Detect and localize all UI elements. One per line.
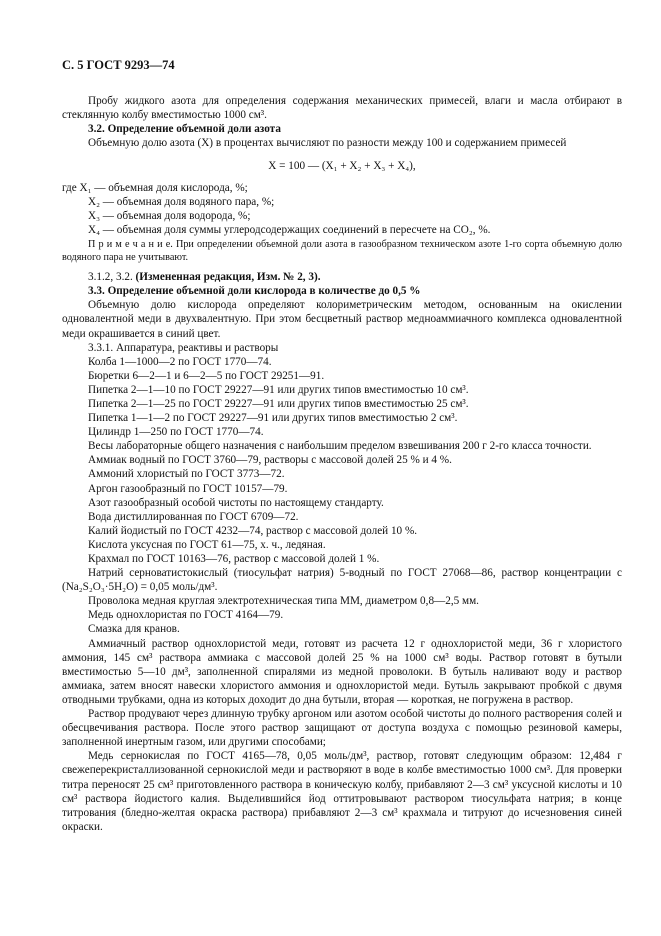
document-page [62,58,622,834]
revision-note [62,270,622,284]
revision-prefix: 3.1.2, 3.2. [88,271,133,284]
note: П р и м е ч а н и е. При определении объемной доли азота в газообразном техническом азоте 1-го сорта объемную долю водяного пара не учитывают. [62,238,622,263]
where-line-3: X₃ — объемная доля водорода, %; [88,209,251,222]
list-item: Аргон газообразный по ГОСТ 10157—79. [88,482,288,495]
list-item: Медь однохлористая по ГОСТ 4164—79. [88,609,284,622]
section-3-2-text: Объемную долю азота (X) в процентах вычисляют по разности между 100 и содержанием примесей [88,137,567,150]
list-item: Калий йодистый по ГОСТ 4232—74, раствор с массовой долей 10 %. [88,524,418,537]
section-3-2-title: 3.2. Определение объемной доли азота [88,123,281,136]
list-item: Пипетка 2—1—25 по ГОСТ 29227—91 или других типов вместимостью 25 см³. [88,397,469,410]
ammonia-solution-paragraph: Аммиачный раствор однохлористой меди, готовят из расчета 12 г однохлористой меди, 36 г хлористого аммония, 145 см³ раствора аммиака с массовой долей 25 % на 1000 см³ воды. Раствор готовят в бутыли вместимостью 5—10 дм³, заполненной спиралями из медной проволоки. В бутыль наливают воду и раствор аммиака, затем вносят навески хлористого аммония и однохлористой меди. Бутыль закрывают пробкой с двумя отводными трубками, одна из которых доходит до дна бутыли, вторая — короткая, не погружена в раствор. [62,637,622,706]
list-item: Аммоний хлористый по ГОСТ 3773—72. [88,468,285,481]
list-item: Крахмал по ГОСТ 10163—76, раствор с массовой долей 1 %. [88,553,380,565]
list-item: Кислота уксусная по ГОСТ 61—75, х. ч., ледяная. [88,538,326,551]
copper-sulfate-paragraph: Медь сернокислая по ГОСТ 4165—78, 0,05 моль/дм³, раствор, готовят следующим образом: 12,484 г свежеперекристаллизованной сернокислой меди и растворяют в воде в колбе вместимостью 1000 см³. Для проверки титра переносят 25 см³ приготовленного раствора в коническую колбу, прибавляют 2—3 см³ уксусной кислоты и 10 см³ раствора йодистого калия. Выделившийся йод оттитровывают раствором тиосульфата натрия; в конце титрования (бледно-желтая окраска раствора) прибавляют 2—3 см³ крахмала и титруют до исчезновения синей окраски. [62,750,622,833]
paragraph-sampling: Пробу жидкого азота для определения содержания механических примесей, влаги и масла отбирают в стеклянную колбу вместимостью 1000 см³. [62,95,622,122]
list-item: Азот газообразный особой чистоты по настоящему стандарту. [88,496,384,509]
list-item: Проволока медная круглая электротехническая типа ММ, диаметром 0,8—2,5 мм. [88,595,479,608]
section-3-3-1-title: 3.3.1. Аппаратура, реактивы и растворы [88,341,279,354]
where-line-2: X₂ — объемная доля водяного пара, %; [88,195,275,208]
sodium-thiosulfate-item: Натрий серноватистокислый (тиосульфат натрия) 5-водный по ГОСТ 27068—86, раствор концентрации c (Na₂S₂O₃·5H₂O) = 0,05 моль/дм³. [62,567,622,594]
list-item: Пипетка 2—1—10 по ГОСТ 29227—91 или других типов вместимостью 10 см³. [88,383,469,396]
section-3-3-title: 3.3. Определение объемной доли кислорода в количестве до 0,5 % [88,285,421,298]
list-item: Цилиндр 1—250 по ГОСТ 1770—74. [88,426,264,439]
scales-item: Весы лабораторные общего назначения с наибольшим пределом взвешивания 200 г 2-го класса точности. [88,440,592,453]
list-item: Вода дистиллированная по ГОСТ 6709—72. [88,510,299,523]
list-item: Бюретки 6—2—1 и 6—2—5 по ГОСТ 29251—91. [88,369,325,382]
nitrogen-formula: X = 100 — (X₁ + X₂ + X₃ + X₄), [268,160,416,173]
list-item: Аммиак водный по ГОСТ 3760—79, растворы с массовой долей 25 % и 4 %. [88,454,452,467]
section-3-3-text: Объемную долю кислорода определяют колориметрическим методом, основанным на окислении одновалентной меди в двухвалентную. При этом бесцветный раствор медноаммиачного комплекса одновалентной меди окрашивается в синий цвет. [62,299,622,340]
purge-paragraph: Раствор продувают через длинную трубку аргоном или азотом особой чистоты до полного растворения солей и обесцвечивания раствора. После этого раствор защищают от доступа воздуха с помощью резиновой камеры, заполненной инертным газом, или другими способами; [62,708,622,749]
list-item: Смазка для кранов. [88,623,180,636]
list-item: Колба 1—1000—2 по ГОСТ 1770—74. [88,355,272,368]
revision-text: (Измененная редакция, Изм. № 2, 3). [135,271,321,284]
page-header: С. 5 ГОСТ 9293—74 [62,58,175,72]
where-line-1: где X₁ — объемная доля кислорода, %; [62,181,248,194]
where-line-4: X₄ — объемная доля суммы углеродсодержащих соединений в пересчете на CO₂, %. [88,223,491,236]
list-item: Пипетка 1—1—2 по ГОСТ 29227—91 или других типов вместимостью 2 см³. [88,412,458,425]
